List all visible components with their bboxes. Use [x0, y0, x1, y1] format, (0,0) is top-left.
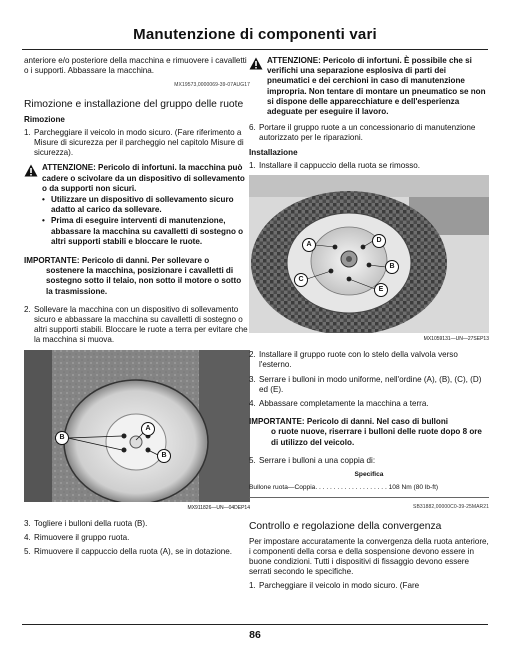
reference-code: SB31882,00000C0-39-25MAR21 — [413, 504, 489, 511]
title-divider — [22, 49, 488, 50]
spec-row: Bullone ruota—Coppia. . . . . . . . . . . . . . . . . . . . 108 Nm (80 lb-ft) — [249, 484, 439, 492]
install-step-1: 1. Installare il cappuccio della ruota se rimosso. — [249, 160, 421, 170]
install-step-4: 4. Abbassare completamente la macchina a terra. — [249, 399, 429, 409]
warning-bullet: • Prima di eseguire interventi di manutenzione, abbassare la macchina su cavalletti di sostegno o altri supporti stabili e bloccare le ruote. — [42, 216, 244, 246]
important-notice: IMPORTANTE: Pericolo di danni. Nel caso di bulloni o ruote nuove, riserrare i bulloni delle ruote dopo 8 ore di utilizzo del veicolo. — [249, 417, 482, 447]
step-5: 5. Rimuovere il cappuccio della ruota (A), se in dotazione. — [24, 547, 232, 557]
step-1: 1. Parcheggiare il veicolo in modo sicuro. (Fare riferimento a Misure di sicurezza per il parcheggio nel capitolo Misure di sicurezza). — [24, 127, 244, 158]
warning-text: ATTENZIONE: Pericolo di infortuni. la macchina può cadere o scivolare da un dispositivo di sollevamento o da supporti non sicuri. — [42, 163, 245, 193]
section-title-wheel-removal: Rimozione e installazione del gruppo delle ruote — [24, 98, 244, 110]
removal-steps-final — [24, 519, 250, 558]
callout-c: C — [294, 273, 308, 287]
important-notice: IMPORTANTE: Pericolo di danni. Per sollevare o sostenere la macchina, posizionare i cavalletti di sostegno sotto il telaio, non sotto il motore o sotto la trasmissione. — [24, 256, 242, 296]
wheel-bolts-figure — [24, 350, 250, 502]
figure-reference: MX911826—UN—04DEP14 — [187, 504, 250, 511]
figure-reference: MX1059131—UN—27SEP13 — [423, 336, 489, 343]
reference-code: MX19573,0000069-39-07AUG17 — [174, 82, 250, 89]
callout-a: A — [141, 422, 155, 436]
toe-in-step-1: 1. Parcheggiare il veicolo in modo sicuro. (Fare — [249, 581, 420, 591]
install-steps — [249, 161, 489, 171]
install-steps-final — [249, 456, 489, 466]
bolt-order-figure — [249, 175, 489, 333]
right-column — [249, 56, 489, 596]
section-title-toe-in: Controllo e regolazione della convergenza — [249, 520, 442, 532]
page-number: 86 — [249, 629, 261, 641]
install-step-5: 5. Serrare i bulloni a una coppia di: — [249, 455, 376, 465]
callout-e: E — [374, 283, 388, 297]
callout-b: B — [55, 431, 69, 445]
install-heading: Installazione — [249, 147, 298, 157]
intro-paragraph: anteriore e/o posteriore della macchina e rimuovere i cavalletti o i supporti. Abbassare la macchina. — [24, 56, 247, 76]
page-title: Manutenzione di componenti vari — [133, 26, 377, 43]
callout-b: B — [385, 260, 399, 274]
step-3: 3. Togliere i bulloni della ruota (B). — [24, 518, 148, 528]
warning-block — [24, 163, 250, 248]
toe-in-paragraph: Per impostare accuratamente la convergenza della ruota anteriore, i componenti della corsa e della sospensione devono essere in buone condizioni. Tutti i dispositivi di fissaggio devono essere serrati secondo le specifiche. — [249, 536, 489, 577]
install-step-3: 3. Serrare i bulloni in modo uniforme, nell'ordine (A), (B), (C), (D) ed (E). — [249, 374, 482, 394]
callout-a: A — [302, 238, 316, 252]
warning-triangle-icon — [249, 56, 267, 117]
tire-warning-text: ATTENZIONE: Pericolo di infortuni. È possibile che si verifichi una separazione esplosiva di parti dei pneumatici e dei cerchioni in caso di manutenzione impropria. Non tentare di montare un pneumatico se non si dispone delle apparecchiature e dell'esperienza adeguate per eseguire il lavoro. — [267, 56, 486, 117]
warning-bullets — [42, 195, 250, 247]
tire-warning-block — [249, 56, 489, 117]
warning-bullet: • Utilizzare un dispositivo di sollevamento sicuro adatto al carico da sollevare. — [42, 195, 234, 215]
install-step-2: 2. Installare il gruppo ruote con lo stelo della valvola verso l'esterno. — [249, 350, 458, 370]
step-2: 2. Sollevare la macchina con un dispositivo di sollevamento sicuro e abbassare la macchina su cavalletti di sostegno o altri supporti stabili. Bloccare le ruote a terra per evitare che la macchina si muova. — [24, 304, 248, 345]
toe-in-steps — [249, 581, 489, 591]
step-6: 6. Portare il gruppo ruote a un concessionario di manutenzione autorizzato per le riparazioni. — [249, 123, 476, 143]
left-column — [24, 56, 250, 561]
spec-heading: Specifica — [354, 471, 384, 479]
removal-steps-right — [249, 123, 489, 143]
callout-b: B — [157, 449, 171, 463]
removal-steps — [24, 128, 250, 159]
footer-divider — [22, 624, 488, 625]
callout-d: D — [372, 234, 386, 248]
step-4: 4. Rimuovere il gruppo ruota. — [24, 533, 130, 543]
removal-steps-cont — [24, 305, 250, 346]
install-steps-cont — [249, 350, 489, 409]
warning-triangle-icon — [24, 163, 42, 248]
torque-specification — [249, 470, 489, 498]
removal-heading: Rimozione — [24, 114, 65, 124]
